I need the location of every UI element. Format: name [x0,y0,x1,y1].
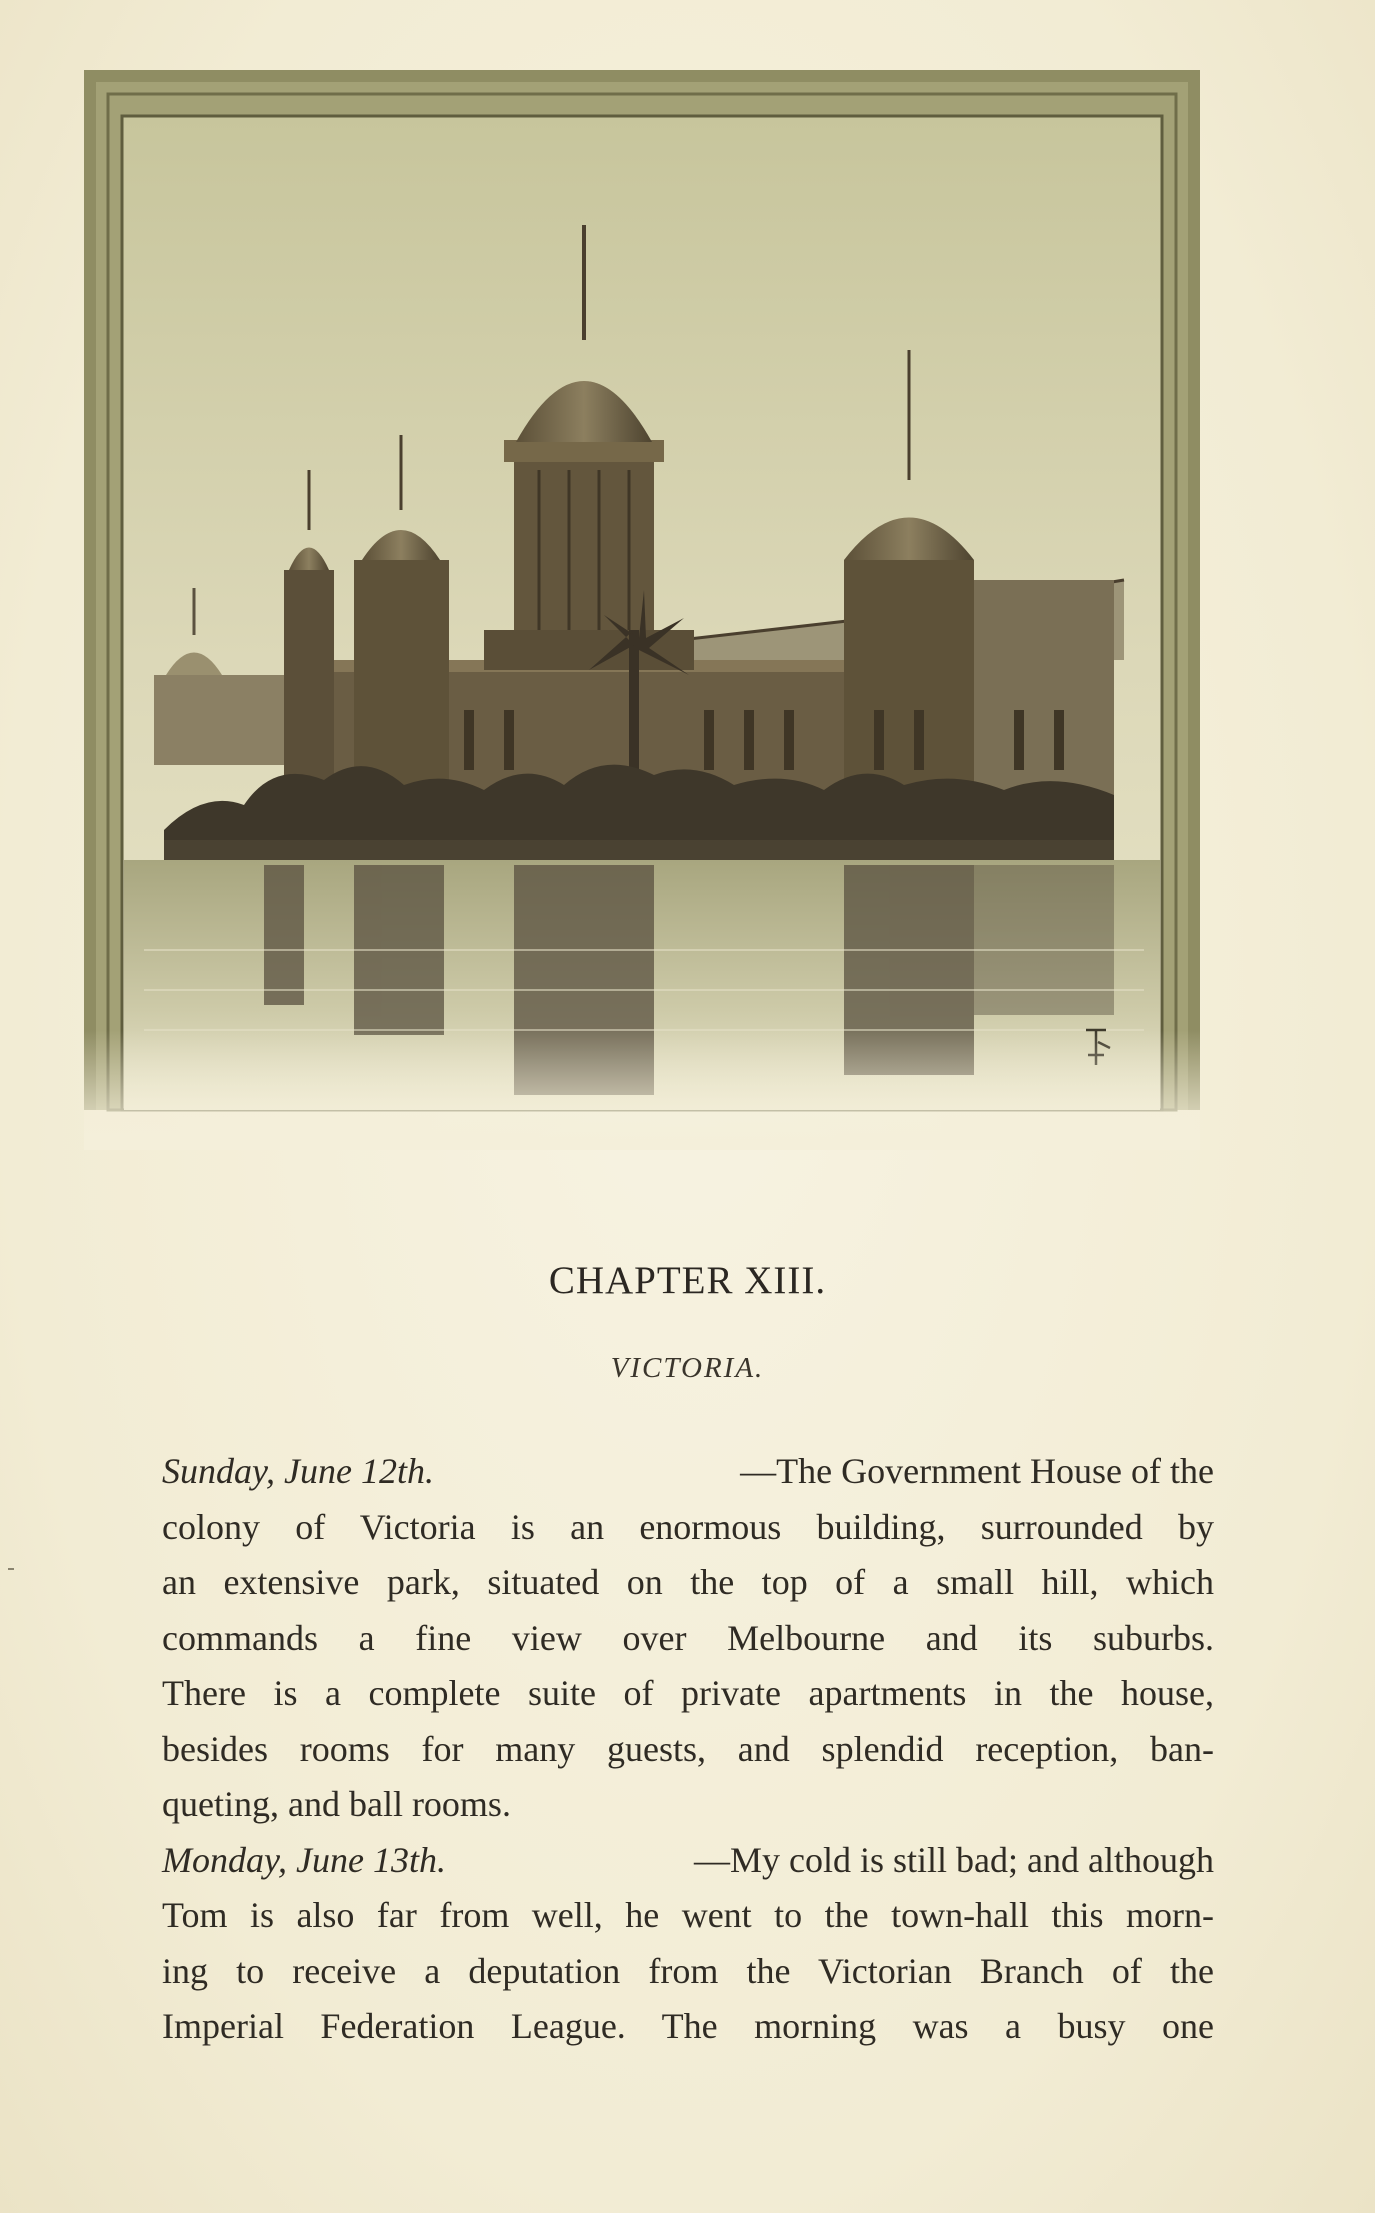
paragraph-sunday [98,1444,1214,1833]
text-line: commands a fine view over Melbourne and its suburbs. [162,1617,1214,1658]
text-line: Tom is also far from well, he went to the town-hall this morn- [162,1895,1214,1935]
text-line: Imperial Federation League. The morning was a busy one [162,2006,1214,2046]
body-text [98,1444,1214,2055]
text-line: an extensive park, situated on the top of a small hill, which [162,1562,1214,1602]
text-line: There is a complete suite of private apartments in the house, [162,1673,1214,1713]
chapter-title: CHAPTER XIII. [548,1259,827,1302]
text-line-content: —My cold is still bad; and although [694,1839,1214,1880]
text-line: colony of Victoria is an enormous building, surrounded by [162,1506,1214,1547]
text-line [98,1444,1214,1500]
text-line: queting, and ball rooms. [162,1784,511,1824]
text-line-content: —The Government House of the [740,1451,1214,1491]
entry-date: Monday, June 13th. [162,1839,446,1880]
margin-mark [8,1568,14,1570]
exhibition-building-engraving [84,70,1200,1150]
illustration-plate [84,70,1200,1150]
paragraph-monday [98,1833,1214,2055]
text-line [98,1833,1214,1889]
chapter-subtitle: VICTORIA. [610,1352,765,1384]
text-line: besides rooms for many guests, and splendid reception, ban- [162,1728,1214,1769]
entry-date: Sunday, June 12th. [162,1451,434,1491]
text-line: ing to receive a deputation from the Victorian Branch of the [162,1950,1214,1991]
